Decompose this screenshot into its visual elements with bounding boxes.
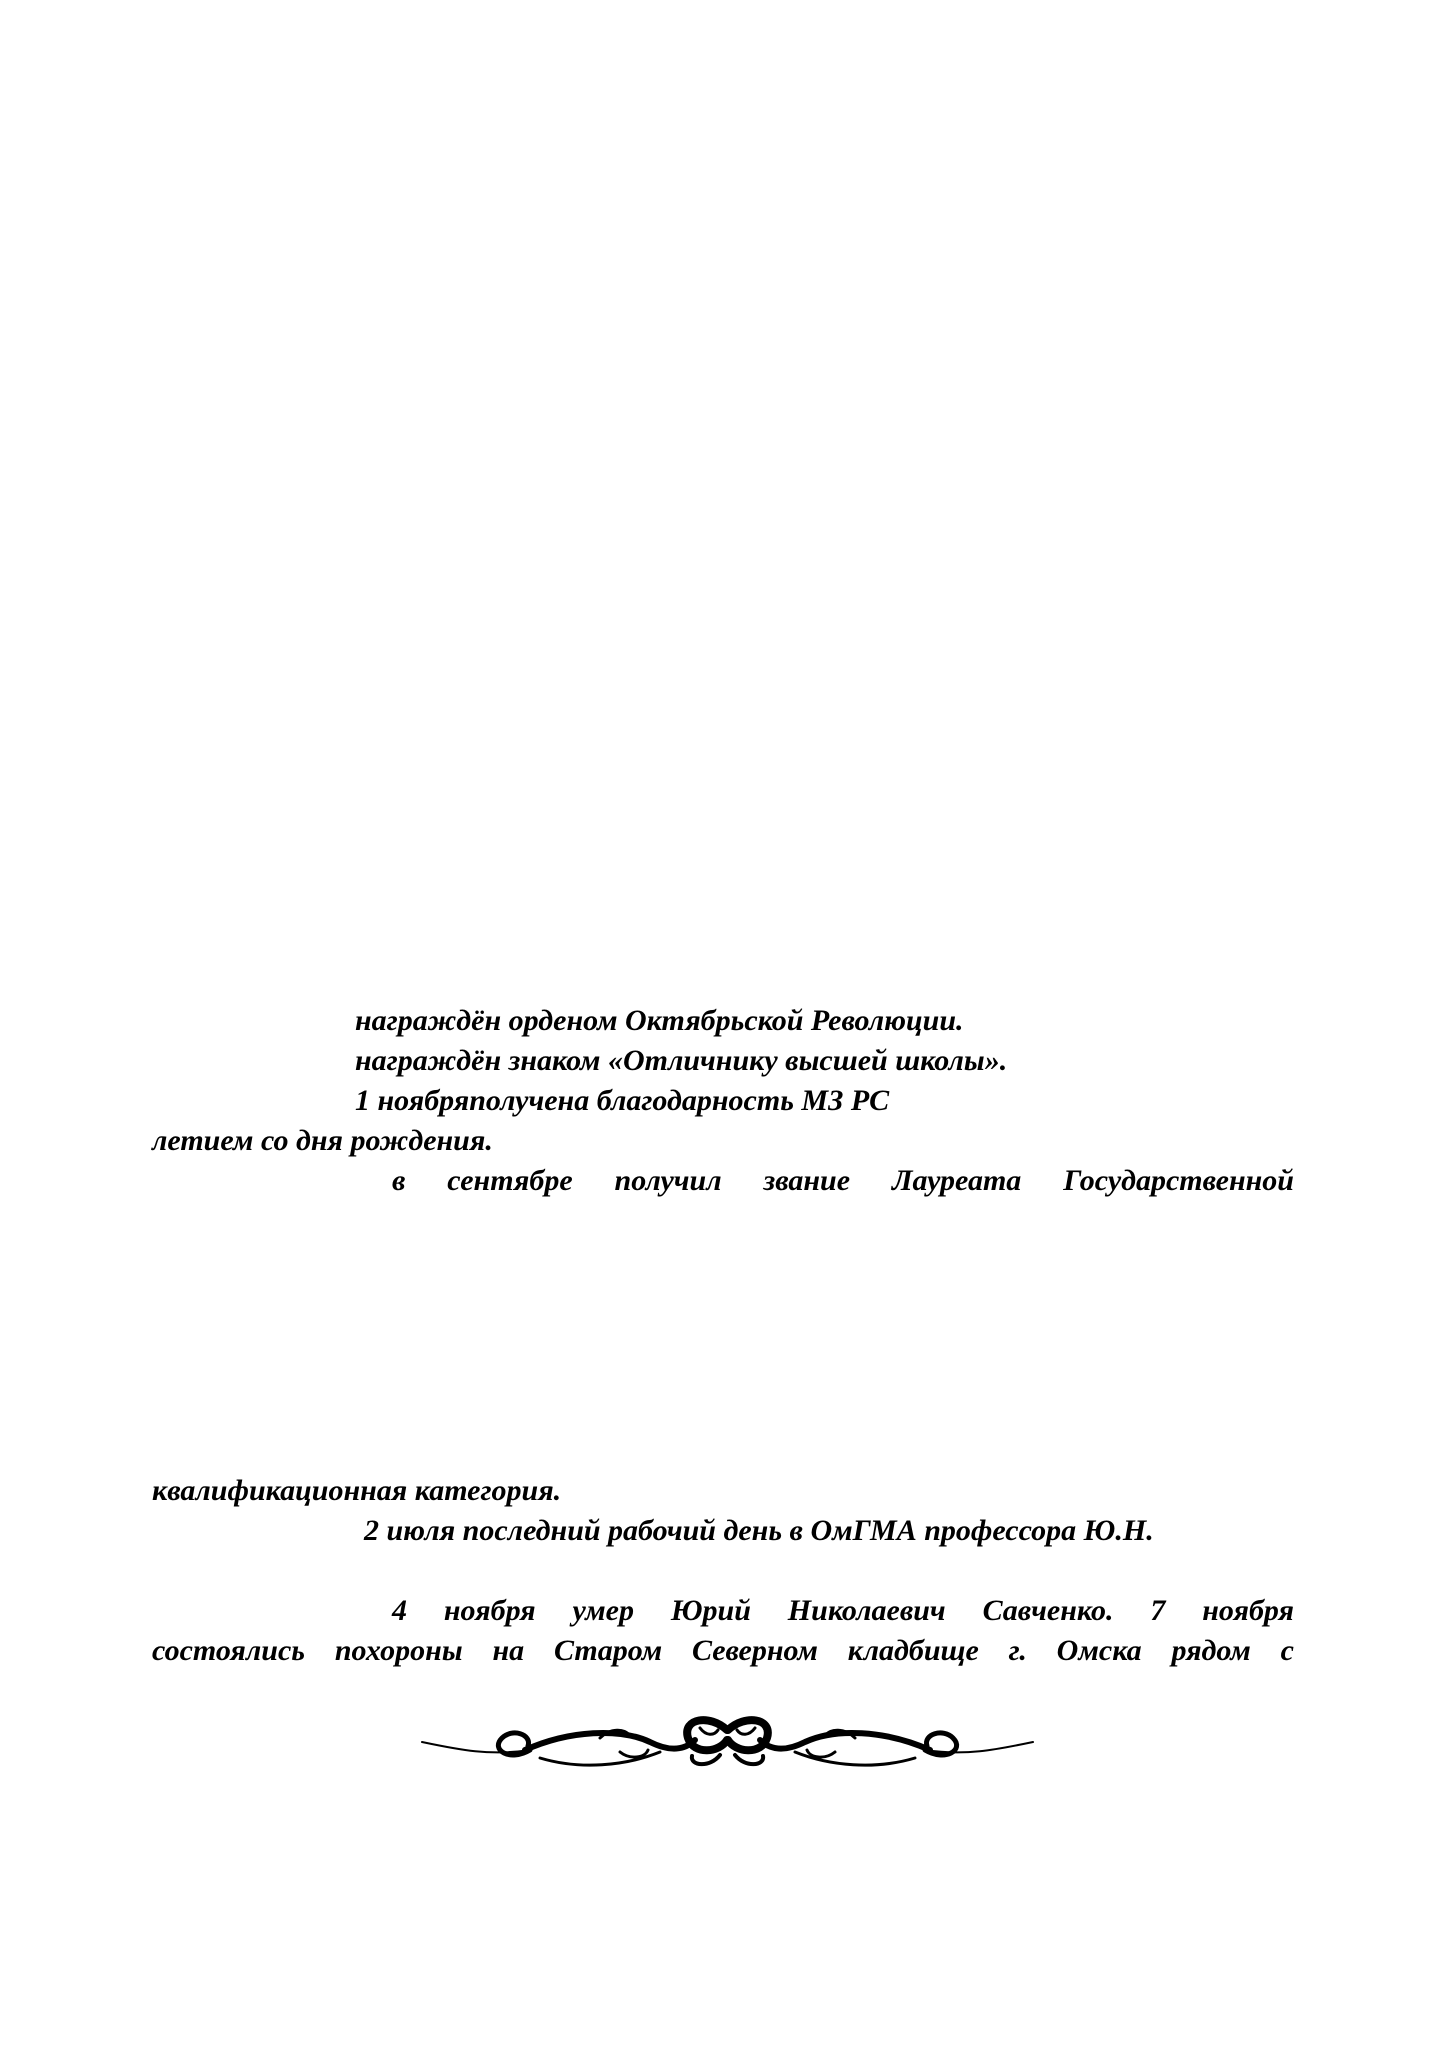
text-line-anniversary: летием со дня рождения. bbox=[152, 1124, 493, 1157]
text-line-laureate: в сентябре получил звание Лауреата Государственной bbox=[392, 1164, 1294, 1197]
text-line-last-workday: 2 июля последний рабочий день в ОмГМА профессора Ю.Н. bbox=[364, 1514, 1154, 1547]
decorative-flourish-divider-icon bbox=[420, 1700, 1035, 1780]
text-line-death: 4 ноября умер Юрий Николаевич Савченко. 7 ноября bbox=[392, 1594, 1294, 1627]
text-line-award-badge: награждён знаком «Отличнику высшей школы». bbox=[355, 1044, 1008, 1077]
text-line-funeral: состоялись похороны на Старом Северном кладбище г. Омска рядом с bbox=[152, 1634, 1294, 1667]
text-line-award-order: награждён орденом Октябрьской Революции. bbox=[355, 1004, 964, 1037]
text-line-gratitude: 1 ноябряполучена благодарность МЗ РС bbox=[355, 1084, 890, 1117]
text-line-qualification: квалификационная категория. bbox=[152, 1474, 562, 1507]
